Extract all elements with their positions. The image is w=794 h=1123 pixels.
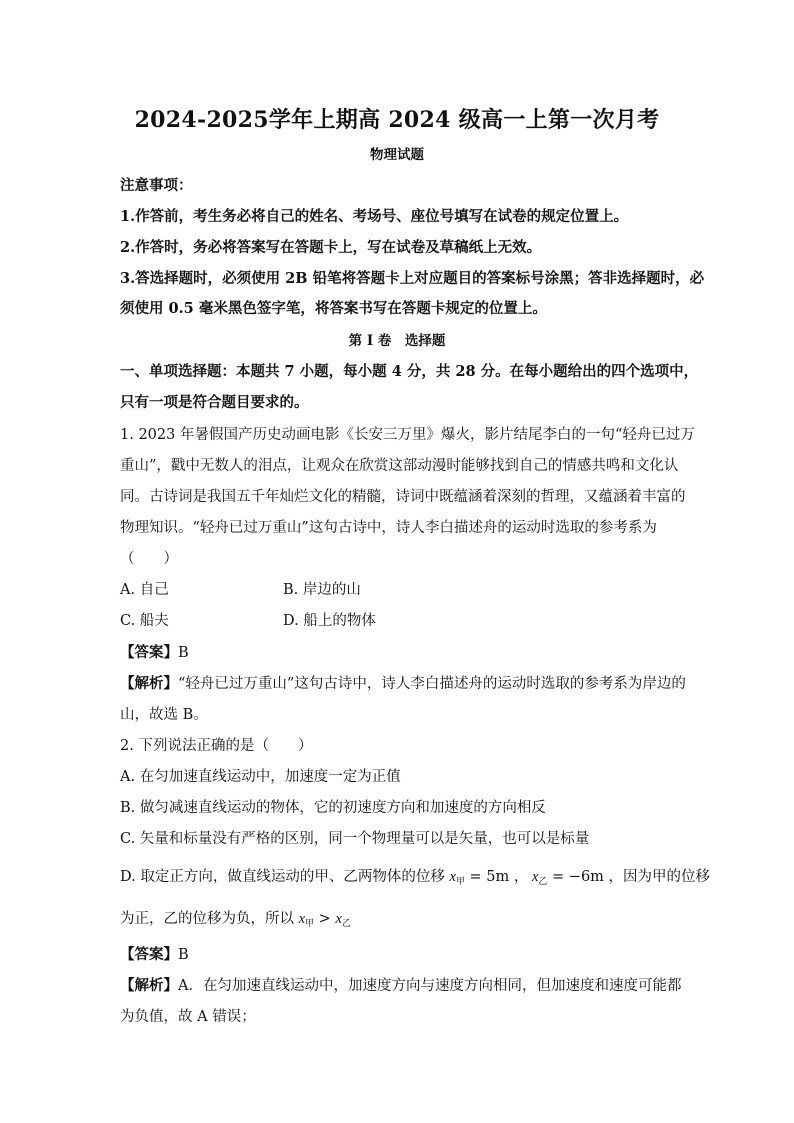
q2-analysis-text1: A．在匀加速直线运动中，加速度方向与速度方向相同，但加速度和速度可能都	[178, 978, 682, 994]
section-intro-line2: 只有一项是符合题目要求的。	[120, 394, 309, 411]
notice-heading: 注意事项：	[120, 177, 193, 194]
q2-option-d-eq1: = 5m ，	[464, 869, 529, 885]
q2-option-d-text2: 为正，乙的位移为负，所以	[120, 911, 299, 927]
q2-stem: 2. 下列说法正确的是（ ）	[120, 738, 313, 754]
q1-answer	[120, 643, 674, 663]
q1-stem-line1: 1. 2023 年暑假国产历史动画电影《长安三万里》爆火，影片结尾李白的一句“轻舟已过万	[120, 427, 695, 443]
q2-answer	[120, 945, 674, 965]
q2-answer-value: B	[178, 947, 189, 963]
section-intro-line1: 一、单项选择题：本题共 7 小题，每小题 4 分，共 28 分。在每小题给出的四个选项中，	[120, 363, 699, 380]
q1-option-b: B. 岸边的山	[283, 582, 361, 598]
q2-analysis-line1	[120, 976, 682, 996]
notice-item-1: 1.作答前，考生务必将自己的姓名、考场号、座位号填写在试卷的规定位置上。	[120, 208, 629, 225]
notice-item-3-line2: 须使用 0.5 毫米黑色签字笔，将答案书写在答题卡规定的位置上。	[120, 300, 547, 317]
q2-option-a: A. 在匀加速直线运动中，加速度一定为正值	[120, 769, 401, 785]
q1-option-d: D. 船上的物体	[283, 613, 376, 629]
q2-option-d-line1	[120, 867, 711, 891]
q1-analysis-line1	[120, 674, 686, 694]
q2-option-d-eq2: = −6m ，因为甲的位移	[547, 869, 711, 885]
q1-stem-line2: 重山”，戳中无数人的泪点，让观众在欣赏这部动漫时能够找到自己的情感共鸣和文化认	[120, 458, 679, 474]
q1-option-c: C. 船夫	[120, 613, 169, 629]
q2-option-b: B. 做匀减速直线运动的物体，它的初速度方向和加速度的方向相反	[120, 800, 546, 816]
notice-item-3-line1: 3.答选择题时，必须使用 2B 铅笔将答题卡上对应题目的答案标号涂黑；答非选择题时，必	[120, 270, 705, 287]
q2-option-c: C. 矢量和标量没有严格的区别，同一个物理量可以是矢量，也可以是标量	[120, 831, 590, 847]
q1-stem-line5: （ ）	[120, 551, 178, 567]
q1-stem-line4: 物理知识。“轻舟已过万重山”这句古诗中，诗人李白描述舟的运动时选取的参考系为	[120, 520, 657, 536]
var-x-jia: $x_甲$	[449, 869, 465, 886]
page-subtitle: 物理试题	[370, 147, 424, 163]
q1-analysis-line2: 山，故选 B。	[120, 707, 208, 723]
page-title: 2024-2025学年上期高 2024 级高一上第一次月考	[134, 107, 660, 133]
q1-stem-line3: 同。古诗词是我国五千年灿烂文化的精髓，诗词中既蕴涵着深刻的哲理，又蕴涵着丰富的	[120, 489, 686, 505]
var-x-yi-2: $x_乙$	[335, 911, 351, 928]
greater-than-sign: >	[314, 911, 336, 927]
var-x-yi: $x_乙$	[531, 869, 548, 886]
q2-answer-tag: 【答案】	[120, 946, 178, 963]
section-title: 第 I 卷 选择题	[348, 333, 446, 349]
q1-analysis-tag: 【解析】	[120, 675, 178, 692]
q2-analysis-tag: 【解析】	[120, 977, 178, 994]
var-x-jia-2: $x_甲$	[298, 911, 315, 928]
q1-answer-tag: 【答案】	[120, 644, 178, 661]
q2-analysis-line2: 为负值，故 A 错误；	[120, 1009, 256, 1025]
q2-option-d-text: D. 取定正方向，做直线运动的甲、乙两物体的位移	[120, 869, 450, 885]
q1-analysis-text1: “轻舟已过万重山”这句古诗中，诗人李白描述舟的运动时选取的参考系为岸边的	[178, 676, 686, 692]
q1-option-a: A. 自己	[120, 582, 169, 598]
q1-answer-value: B	[178, 645, 189, 661]
notice-item-2: 2.作答时，务必将答案写在答题卡上，写在试卷及草稿纸上无效。	[120, 239, 542, 256]
q2-option-d-line2	[120, 909, 674, 933]
